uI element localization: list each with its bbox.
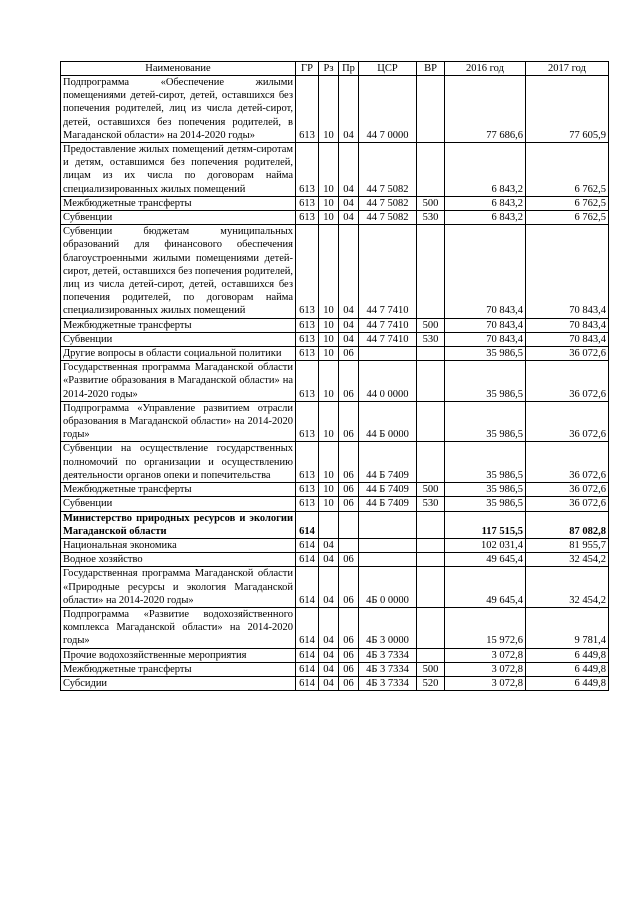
table-row	[61, 497, 609, 511]
table-row	[61, 361, 609, 402]
row-amount-2016: 77 686,6	[445, 76, 526, 143]
row-name: Субвенции	[61, 211, 296, 225]
row-pr: 06	[339, 483, 359, 497]
row-amount-2017: 6 449,8	[526, 662, 609, 676]
row-pr: 04	[339, 196, 359, 210]
row-vr: 500	[417, 318, 445, 332]
table-row	[61, 662, 609, 676]
row-name: Подпрограмма «Обеспечение жилыми помещениями детей-сирот, детей, оставшихся без попечения родителей, лиц из числа детей-сирот, детей, оставшихся без попечения родителей, в Магаданской области» на 2014-2020 годы»	[61, 76, 296, 143]
row-pr	[339, 538, 359, 552]
row-gr: 614	[296, 567, 319, 608]
row-amount-2016: 117 515,5	[445, 511, 526, 538]
row-amount-2016: 6 843,2	[445, 196, 526, 210]
row-gr: 613	[296, 347, 319, 361]
table-row	[61, 676, 609, 690]
row-vr	[417, 401, 445, 442]
table-row	[61, 318, 609, 332]
row-csr	[359, 511, 417, 538]
row-pr: 06	[339, 497, 359, 511]
table-row	[61, 332, 609, 346]
table-row	[61, 567, 609, 608]
row-amount-2016: 6 843,2	[445, 143, 526, 197]
row-vr	[417, 76, 445, 143]
row-name: Межбюджетные трансферты	[61, 662, 296, 676]
row-csr: 44 7 0000	[359, 76, 417, 143]
row-vr	[417, 225, 445, 318]
row-vr: 530	[417, 211, 445, 225]
row-pr: 04	[339, 225, 359, 318]
row-pr: 04	[339, 76, 359, 143]
row-rz: 10	[319, 225, 339, 318]
row-name: Межбюджетные трансферты	[61, 196, 296, 210]
table-row	[61, 76, 609, 143]
row-csr: 4Б 3 7334	[359, 648, 417, 662]
row-rz: 04	[319, 553, 339, 567]
table-row	[61, 143, 609, 197]
row-amount-2016: 35 986,5	[445, 497, 526, 511]
row-csr: 44 7 7410	[359, 318, 417, 332]
row-gr: 613	[296, 211, 319, 225]
row-amount-2016: 70 843,4	[445, 318, 526, 332]
row-amount-2017: 36 072,6	[526, 483, 609, 497]
row-name: Государственная программа Магаданской области «Природные ресурсы и экология Магаданской области» на 2014-2020 годы»	[61, 567, 296, 608]
row-gr: 614	[296, 676, 319, 690]
table-row	[61, 483, 609, 497]
row-vr: 500	[417, 196, 445, 210]
budget-table	[60, 61, 609, 691]
row-amount-2016: 35 986,5	[445, 347, 526, 361]
row-gr: 613	[296, 332, 319, 346]
row-rz: 10	[319, 347, 339, 361]
header-name: Наименование	[61, 62, 296, 76]
row-amount-2016: 3 072,8	[445, 676, 526, 690]
row-name: Прочие водохозяйственные мероприятия	[61, 648, 296, 662]
row-pr: 04	[339, 143, 359, 197]
row-gr: 614	[296, 607, 319, 648]
table-row	[61, 442, 609, 483]
row-amount-2017: 70 843,4	[526, 225, 609, 318]
row-amount-2016: 35 986,5	[445, 361, 526, 402]
row-amount-2017: 6 449,8	[526, 648, 609, 662]
row-amount-2017: 36 072,6	[526, 497, 609, 511]
row-amount-2017: 70 843,4	[526, 332, 609, 346]
row-vr: 500	[417, 483, 445, 497]
row-pr: 06	[339, 607, 359, 648]
row-amount-2017: 36 072,6	[526, 442, 609, 483]
row-vr	[417, 607, 445, 648]
table-row	[61, 347, 609, 361]
row-amount-2017: 32 454,2	[526, 553, 609, 567]
row-rz: 10	[319, 196, 339, 210]
header-csr: ЦСР	[359, 62, 417, 76]
row-name: Государственная программа Магаданской области «Развитие образования в Магаданской области» на 2014-2020 годы»	[61, 361, 296, 402]
row-vr	[417, 567, 445, 608]
row-rz: 04	[319, 538, 339, 552]
header-pr: Пр	[339, 62, 359, 76]
row-gr: 613	[296, 442, 319, 483]
row-name: Субвенции	[61, 497, 296, 511]
row-vr	[417, 347, 445, 361]
row-pr: 06	[339, 347, 359, 361]
row-rz: 10	[319, 483, 339, 497]
row-name: Субвенции	[61, 332, 296, 346]
row-rz: 10	[319, 497, 339, 511]
row-name: Министерство природных ресурсов и экологии Магаданской области	[61, 511, 296, 538]
row-csr	[359, 553, 417, 567]
row-amount-2016: 35 986,5	[445, 483, 526, 497]
row-amount-2017: 87 082,8	[526, 511, 609, 538]
row-pr: 06	[339, 401, 359, 442]
table-body	[61, 76, 609, 691]
row-name: Субвенции на осуществление государственных полномочий по организации и осуществлению деятельности органов опеки и попечительства	[61, 442, 296, 483]
row-rz: 04	[319, 648, 339, 662]
row-csr	[359, 347, 417, 361]
row-amount-2017: 6 762,5	[526, 143, 609, 197]
row-amount-2016: 15 972,6	[445, 607, 526, 648]
row-pr: 06	[339, 648, 359, 662]
row-rz: 10	[319, 332, 339, 346]
row-pr	[339, 511, 359, 538]
row-amount-2016: 49 645,4	[445, 567, 526, 608]
row-amount-2016: 6 843,2	[445, 211, 526, 225]
row-amount-2017: 9 781,4	[526, 607, 609, 648]
header-vr: ВР	[417, 62, 445, 76]
row-amount-2017: 6 762,5	[526, 211, 609, 225]
header-2016: 2016 год	[445, 62, 526, 76]
row-vr: 520	[417, 676, 445, 690]
row-gr: 613	[296, 401, 319, 442]
row-gr: 613	[296, 497, 319, 511]
row-rz: 04	[319, 676, 339, 690]
table-row	[61, 648, 609, 662]
row-pr: 06	[339, 553, 359, 567]
row-name: Национальная экономика	[61, 538, 296, 552]
row-gr: 614	[296, 662, 319, 676]
row-rz: 10	[319, 318, 339, 332]
row-amount-2017: 36 072,6	[526, 401, 609, 442]
row-pr: 06	[339, 567, 359, 608]
row-gr: 614	[296, 553, 319, 567]
row-csr: 4Б 0 0000	[359, 567, 417, 608]
row-pr: 06	[339, 676, 359, 690]
row-name: Межбюджетные трансферты	[61, 318, 296, 332]
row-amount-2016: 3 072,8	[445, 662, 526, 676]
row-csr	[359, 538, 417, 552]
table-header-row	[61, 62, 609, 76]
row-vr	[417, 553, 445, 567]
row-pr: 04	[339, 332, 359, 346]
row-amount-2017: 81 955,7	[526, 538, 609, 552]
table-row	[61, 607, 609, 648]
row-gr: 613	[296, 483, 319, 497]
row-csr: 4Б 3 7334	[359, 662, 417, 676]
row-vr	[417, 648, 445, 662]
row-csr: 44 7 7410	[359, 225, 417, 318]
table-row	[61, 211, 609, 225]
row-name: Межбюджетные трансферты	[61, 483, 296, 497]
row-amount-2017: 32 454,2	[526, 567, 609, 608]
row-csr: 4Б 3 0000	[359, 607, 417, 648]
row-name: Предоставление жилых помещений детям-сиротам и детям, оставшимся без попечения родителей, лицам из их числа по договорам найма специализированных жилых помещений	[61, 143, 296, 197]
row-name: Водное хозяйство	[61, 553, 296, 567]
row-amount-2017: 77 605,9	[526, 76, 609, 143]
row-csr: 4Б 3 7334	[359, 676, 417, 690]
row-csr: 44 Б 7409	[359, 497, 417, 511]
row-gr: 613	[296, 76, 319, 143]
row-csr: 44 7 5082	[359, 196, 417, 210]
row-gr: 614	[296, 538, 319, 552]
row-pr: 06	[339, 361, 359, 402]
row-vr	[417, 511, 445, 538]
row-amount-2017: 70 843,4	[526, 318, 609, 332]
row-name: Субвенции бюджетам муниципальных образований для финансового обеспечения благоустроенными жилыми помещениями детей-сирот, детей, оставшихся без попечения родителей, лиц из числа детей-сирот, детей, оставшихся без попечения родителей, по договорам найма специализированных жилых помещений	[61, 225, 296, 318]
row-amount-2016: 3 072,8	[445, 648, 526, 662]
row-name: Подпрограмма «Развитие водохозяйственного комплекса Магаданской области» на 2014-2020 годы»	[61, 607, 296, 648]
row-pr: 04	[339, 211, 359, 225]
table-row	[61, 196, 609, 210]
row-rz: 10	[319, 442, 339, 483]
table-row	[61, 553, 609, 567]
row-name: Подпрограмма «Управление развитием отрасли образования в Магаданской области» на 2014-2020 годы»	[61, 401, 296, 442]
header-rz: Рз	[319, 62, 339, 76]
row-amount-2016: 102 031,4	[445, 538, 526, 552]
row-pr: 06	[339, 662, 359, 676]
row-amount-2016: 70 843,4	[445, 225, 526, 318]
row-vr: 530	[417, 497, 445, 511]
row-csr: 44 Б 0000	[359, 401, 417, 442]
row-rz: 04	[319, 567, 339, 608]
row-rz	[319, 511, 339, 538]
row-vr	[417, 143, 445, 197]
row-vr: 530	[417, 332, 445, 346]
row-gr: 613	[296, 143, 319, 197]
row-gr: 614	[296, 511, 319, 538]
row-csr: 44 0 0000	[359, 361, 417, 402]
row-csr: 44 7 7410	[359, 332, 417, 346]
header-2017: 2017 год	[526, 62, 609, 76]
row-csr: 44 Б 7409	[359, 442, 417, 483]
row-csr: 44 Б 7409	[359, 483, 417, 497]
row-gr: 613	[296, 225, 319, 318]
row-gr: 613	[296, 318, 319, 332]
row-csr: 44 7 5082	[359, 143, 417, 197]
table-row	[61, 511, 609, 538]
row-vr	[417, 361, 445, 402]
row-amount-2017: 6 762,5	[526, 196, 609, 210]
row-rz: 10	[319, 211, 339, 225]
row-pr: 06	[339, 442, 359, 483]
row-amount-2016: 35 986,5	[445, 442, 526, 483]
row-amount-2016: 49 645,4	[445, 553, 526, 567]
row-amount-2017: 6 449,8	[526, 676, 609, 690]
row-rz: 04	[319, 662, 339, 676]
row-vr	[417, 442, 445, 483]
row-csr: 44 7 5082	[359, 211, 417, 225]
row-gr: 614	[296, 648, 319, 662]
row-name: Субсидии	[61, 676, 296, 690]
row-amount-2016: 35 986,5	[445, 401, 526, 442]
table-row	[61, 401, 609, 442]
row-rz: 10	[319, 401, 339, 442]
row-rz: 10	[319, 143, 339, 197]
row-pr: 04	[339, 318, 359, 332]
row-rz: 10	[319, 76, 339, 143]
row-amount-2017: 36 072,6	[526, 361, 609, 402]
row-name: Другие вопросы в области социальной политики	[61, 347, 296, 361]
row-amount-2016: 70 843,4	[445, 332, 526, 346]
header-gr: ГР	[296, 62, 319, 76]
row-vr	[417, 538, 445, 552]
row-gr: 613	[296, 361, 319, 402]
table-row	[61, 538, 609, 552]
table-row	[61, 225, 609, 318]
row-gr: 613	[296, 196, 319, 210]
row-rz: 04	[319, 607, 339, 648]
row-rz: 10	[319, 361, 339, 402]
row-amount-2017: 36 072,6	[526, 347, 609, 361]
row-vr: 500	[417, 662, 445, 676]
